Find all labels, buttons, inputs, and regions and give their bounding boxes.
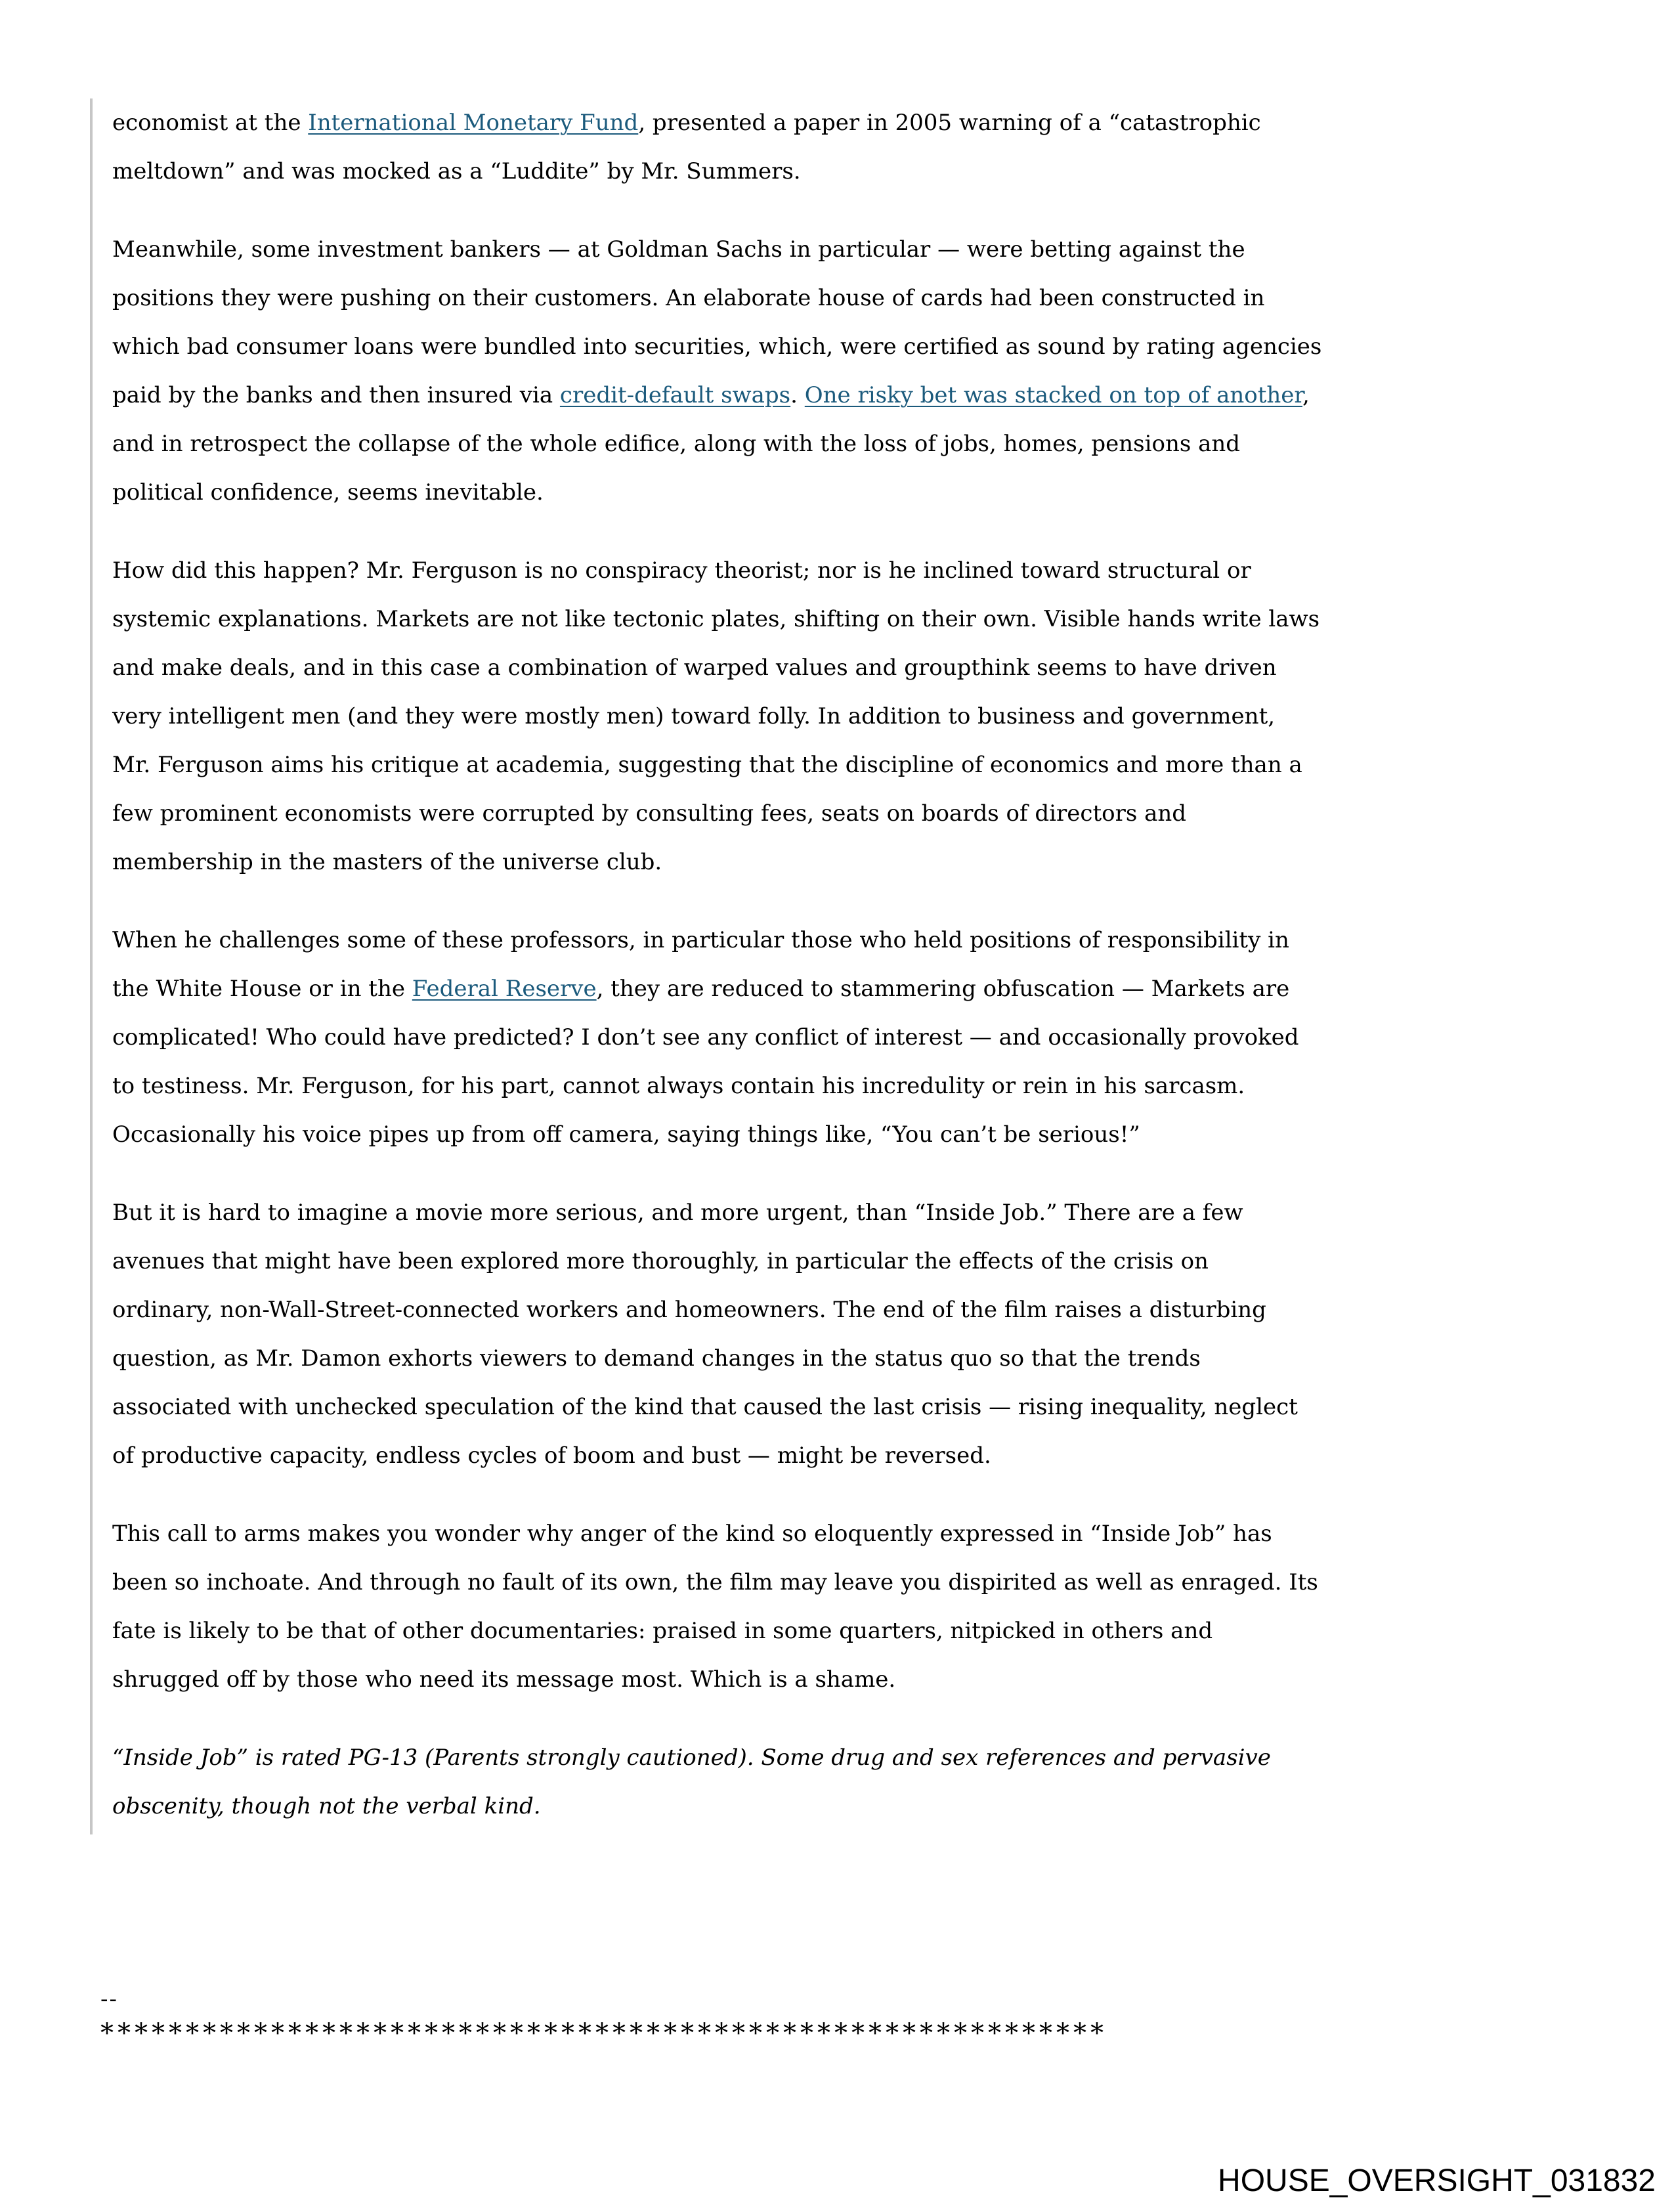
text-line	[112, 643, 1321, 692]
paragraph	[112, 225, 1321, 517]
text-segment: ordinary, non-Wall-Street-connected workers and homeowners. The end of the film raises a disturbing	[112, 1297, 1266, 1323]
hyperlink[interactable]: International Monetary Fund	[308, 110, 639, 136]
text-line	[112, 1062, 1321, 1110]
hyperlink[interactable]: Federal Reserve	[412, 976, 597, 1002]
paragraph	[112, 1188, 1321, 1480]
text-line	[112, 371, 1321, 420]
text-segment: Meanwhile, some investment bankers — at Goldman Sachs in particular — were betting against the	[112, 236, 1245, 263]
text-line	[112, 322, 1321, 371]
text-line	[112, 225, 1321, 274]
paragraph	[112, 546, 1321, 886]
text-line	[112, 595, 1321, 643]
text-segment: , they are reduced to stammering obfuscation — Markets are	[596, 976, 1290, 1002]
text-segment: When he challenges some of these professors, in particular those who held positions of responsibility in	[112, 927, 1289, 953]
text-line	[112, 420, 1321, 468]
text-segment: ,	[1302, 382, 1310, 408]
text-segment: obscenity, though not the verbal kind.	[112, 1793, 541, 1819]
paragraph	[112, 98, 1321, 196]
text-segment: This call to arms makes you wonder why anger of the kind so eloquently expressed in “Inside Job” has	[112, 1521, 1272, 1547]
text-line	[112, 965, 1321, 1013]
text-segment: Mr. Ferguson aims his critique at academia, suggesting that the discipline of economics and more than a	[112, 752, 1302, 778]
text-segment: membership in the masters of the universe club.	[112, 849, 662, 875]
text-segment: very intelligent men (and they were mostly men) toward folly. In addition to business and government,	[112, 703, 1276, 729]
text-segment: , presented a paper in 2005 warning of a “catastrophic	[638, 110, 1261, 136]
text-segment: few prominent economists were corrupted by consulting fees, seats on boards of directors and	[112, 800, 1187, 827]
quoted-email	[90, 98, 1321, 1834]
text-segment: question, as Mr. Damon exhorts viewers to demand changes in the status quo so that the trends	[112, 1345, 1201, 1372]
text-segment: Occasionally his voice pipes up from off camera, saying things like, “You can’t be serious!”	[112, 1121, 1140, 1148]
text-line	[112, 1431, 1321, 1480]
hyperlink[interactable]: credit-default swaps	[559, 382, 791, 408]
text-line	[112, 789, 1321, 838]
text-segment: systemic explanations. Markets are not like tectonic plates, shifting on their own. Visible hands write laws	[112, 606, 1320, 632]
text-line	[112, 1013, 1321, 1062]
paragraph	[112, 1733, 1321, 1831]
text-line	[112, 741, 1321, 789]
text-line	[112, 1110, 1321, 1159]
text-segment: and make deals, and in this case a combination of warped values and groupthink seems to have driven	[112, 655, 1277, 681]
text-line	[112, 1558, 1321, 1607]
text-line	[112, 692, 1321, 741]
text-segment: associated with unchecked speculation of the kind that caused the last crisis — rising inequality, neglect	[112, 1394, 1298, 1420]
text-line	[112, 1655, 1321, 1704]
text-line	[112, 916, 1321, 965]
text-segment: paid by the banks and then insured via	[112, 382, 560, 408]
text-segment: But it is hard to imagine a movie more serious, and more urgent, than “Inside Job.” There are a few	[112, 1200, 1243, 1226]
text-line	[112, 1782, 1321, 1831]
text-segment: been so inchoate. And through no fault of its own, the film may leave you dispirited as well as enraged. Its	[112, 1569, 1318, 1595]
bates-number: HOUSE_OVERSIGHT_031832	[1218, 2163, 1656, 2198]
text-line	[112, 1188, 1321, 1237]
text-segment: “Inside Job” is rated PG-13 (Parents strongly cautioned). Some drug and sex references and pervasive	[112, 1745, 1271, 1771]
signature-asterisk-line: ***********************************************************	[100, 2018, 1107, 2049]
text-line	[112, 274, 1321, 322]
text-line	[112, 468, 1321, 517]
text-line	[112, 546, 1321, 595]
text-segment: avenues that might have been explored more thoroughly, in particular the effects of the crisis on	[112, 1248, 1209, 1274]
text-line	[112, 1334, 1321, 1383]
text-line	[112, 1607, 1321, 1655]
text-segment: complicated! Who could have predicted? I don’t see any conflict of interest — and occasionally provoked	[112, 1024, 1299, 1051]
text-segment: How did this happen? Mr. Ferguson is no conspiracy theorist; nor is he inclined toward structural or	[112, 557, 1251, 584]
text-segment: which bad consumer loans were bundled into securities, which, were certified as sound by rating agencies	[112, 334, 1322, 360]
text-line	[112, 98, 1321, 147]
text-line	[112, 1733, 1321, 1782]
text-segment: positions they were pushing on their customers. An elaborate house of cards had been constructed in	[112, 285, 1265, 311]
text-segment: the White House or in the	[112, 976, 412, 1002]
hyperlink[interactable]: One risky bet was stacked on top of another	[804, 382, 1302, 408]
text-segment: of productive capacity, endless cycles of boom and bust — might be reversed.	[112, 1442, 991, 1469]
text-line	[112, 838, 1321, 886]
text-line	[112, 1383, 1321, 1431]
text-segment: economist at the	[112, 110, 309, 136]
text-segment: and in retrospect the collapse of the whole edifice, along with the loss of jobs, homes, pensions and	[112, 431, 1241, 457]
text-segment: fate is likely to be that of other documentaries: praised in some quarters, nitpicked in others and	[112, 1618, 1213, 1644]
signature-separator: --	[100, 1986, 118, 2012]
text-line	[112, 1237, 1321, 1286]
email-signature	[100, 1984, 1107, 2052]
text-line	[112, 147, 1321, 196]
text-line	[112, 1286, 1321, 1334]
text-segment: meltdown” and was mocked as a “Luddite” by Mr. Summers.	[112, 158, 801, 184]
text-line	[112, 1509, 1321, 1558]
text-segment: to testiness. Mr. Ferguson, for his part, cannot always contain his incredulity or rein in his sarcasm.	[112, 1073, 1245, 1099]
text-segment: political confidence, seems inevitable.	[112, 479, 544, 506]
paragraph	[112, 1509, 1321, 1704]
text-segment: shrugged off by those who need its message most. Which is a shame.	[112, 1666, 896, 1693]
text-segment: .	[790, 382, 805, 408]
paragraph	[112, 916, 1321, 1159]
